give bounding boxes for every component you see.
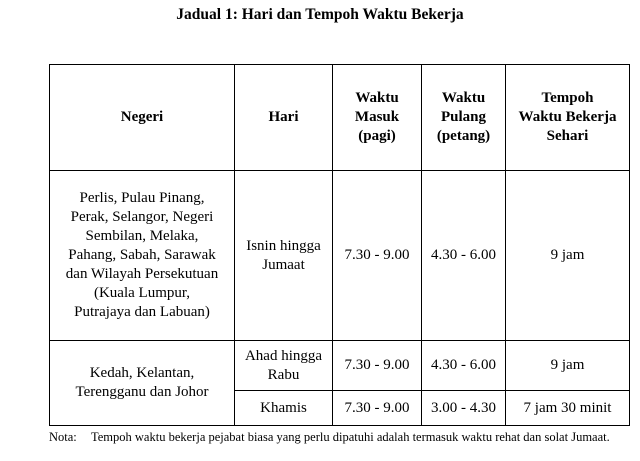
header-waktu-masuk: Waktu Masuk (pagi): [333, 65, 422, 171]
row2-negeri: Kedah, Kelantan, Terengganu dan Johor: [50, 341, 235, 426]
row1-tempoh: 9 jam: [506, 171, 630, 341]
table-row: [50, 341, 630, 391]
row2-hari: Ahad hingga Rabu: [235, 341, 333, 391]
header-row: [50, 65, 630, 171]
note-text: Tempoh waktu bekerja pejabat biasa yang perlu dipatuhi adalah termasuk waktu rehat dan solat Jumaat.: [91, 430, 610, 444]
row2-pulang: 4.30 - 6.00: [422, 341, 506, 391]
row2-masuk: 7.30 - 9.00: [333, 341, 422, 391]
header-negeri: Negeri: [50, 65, 235, 171]
header-waktu-pulang: Waktu Pulang (petang): [422, 65, 506, 171]
table-row: [50, 171, 630, 341]
row3-masuk: 7.30 - 9.00: [333, 391, 422, 426]
table-title: Jadual 1: Hari dan Tempoh Waktu Bekerja: [176, 6, 464, 23]
row3-tempoh: 7 jam 30 minit: [506, 391, 630, 426]
row1-hari: Isnin hingga Jumaat: [235, 171, 333, 341]
header-tempoh: Tempoh Waktu Bekerja Sehari: [506, 65, 630, 171]
note-label: Nota:: [49, 430, 77, 444]
row3-pulang: 3.00 - 4.30: [422, 391, 506, 426]
row1-negeri: Perlis, Pulau Pinang, Perak, Selangor, Negeri Sembilan, Melaka, Pahang, Sabah, Sarawak dan Wilayah Persekutuan (Kuala Lumpur, Putrajaya dan Labuan): [50, 171, 235, 341]
row1-masuk: 7.30 - 9.00: [333, 171, 422, 341]
header-hari: Hari: [235, 65, 333, 171]
row1-pulang: 4.30 - 6.00: [422, 171, 506, 341]
row2-tempoh: 9 jam: [506, 341, 630, 391]
row3-hari: Khamis: [235, 391, 333, 426]
working-hours-table: [49, 64, 630, 426]
